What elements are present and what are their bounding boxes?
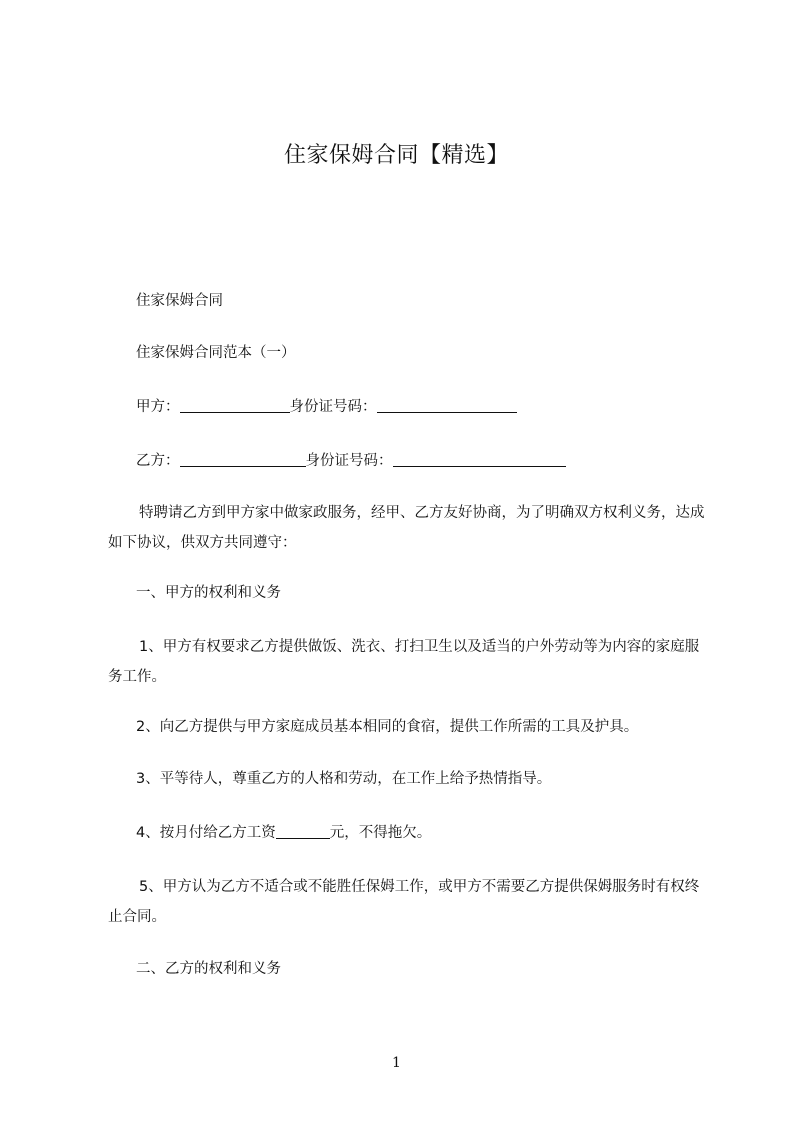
- party-b-id-blank: [393, 450, 566, 467]
- item-4-suffix: 元，不得拖欠。: [329, 825, 432, 841]
- party-a-id-label: 身份证号码：: [289, 399, 377, 415]
- contract-heading: 住家保姆合同: [136, 293, 223, 309]
- party-b-label: 乙方：: [136, 453, 180, 469]
- party-b-line: [136, 446, 736, 476]
- intro-paragraph: 特聘请乙方到甲方家中做家政服务，经甲、乙方友好协商，为了明确双方权利义务，达成如下协议，供双方共同遵守：: [108, 505, 705, 551]
- party-b-name-blank: [180, 450, 306, 467]
- section-1-item-2: 2、向乙方提供与甲方家庭成员基本相同的食宿，提供工作所需的工具及护具。: [136, 719, 639, 735]
- item-4-prefix: 4、按月付给乙方工资: [136, 825, 276, 841]
- document-title: 住家保姆合同【精选】: [283, 143, 509, 168]
- party-b-id-label: 身份证号码：: [305, 453, 393, 469]
- party-a-name-blank: [180, 396, 290, 413]
- party-a-id-blank: [377, 396, 517, 413]
- party-a-line: [136, 392, 736, 422]
- page-number: 1: [392, 1055, 401, 1071]
- contract-template-heading: 住家保姆合同范本（一）: [136, 345, 296, 361]
- section-1-item-1: 1、甲方有权要求乙方提供做饭、洗衣、打扫卫生以及适当的户外劳动等为内容的家庭服务工作。: [108, 639, 700, 685]
- salary-blank: [276, 822, 330, 839]
- section-2-heading: 二、乙方的权利和义务: [136, 961, 281, 977]
- section-1-heading: 一、甲方的权利和义务: [136, 585, 281, 601]
- section-1-item-3: 3、平等待人，尊重乙方的人格和劳动，在工作上给予热情指导。: [136, 771, 552, 787]
- section-1-item-4: [136, 818, 736, 848]
- party-a-label: 甲方：: [136, 399, 180, 415]
- section-1-item-5: 5、甲方认为乙方不适合或不能胜任保姆工作，或甲方不需要乙方提供保姆服务时有权终止合同。: [108, 879, 700, 925]
